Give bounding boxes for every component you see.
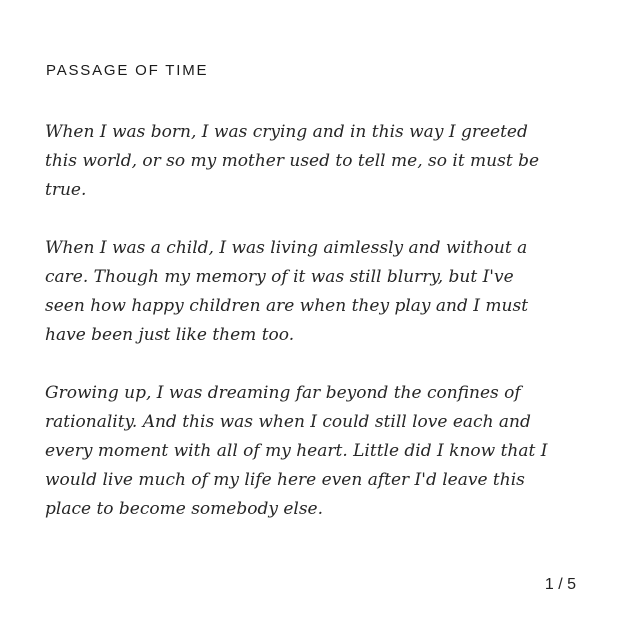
- body-text: [45, 118, 601, 553]
- paragraph-2: [45, 234, 601, 350]
- text-line: seen how happy children are when they play and I must: [45, 296, 529, 316]
- text-line: When I was born, I was crying and in this way I greeted: [45, 122, 528, 142]
- paragraph-3: [45, 379, 601, 524]
- text-line: this world, or so my mother used to tell me, so it must be: [45, 151, 540, 171]
- text-line: Growing up, I was dreaming far beyond the confines of: [45, 383, 521, 403]
- page-title: PASSAGE OF TIME: [46, 62, 209, 79]
- text-line: place to become somebody else.: [45, 499, 324, 519]
- text-line: true.: [45, 180, 87, 200]
- text-line: every moment with all of my heart. Little did I know that I: [45, 441, 548, 461]
- paragraph-1: [45, 118, 601, 205]
- text-line: have been just like them too.: [45, 325, 295, 345]
- text-line: care. Though my memory of it was still blurry, but I've: [45, 267, 514, 287]
- text-line: rationality. And this was when I could still love each and: [45, 412, 531, 432]
- text-line: When I was a child, I was living aimlessly and without a: [45, 238, 528, 258]
- page-indicator: 1 / 5: [544, 576, 576, 593]
- text-line: would live much of my life here even after I'd leave this: [45, 470, 525, 490]
